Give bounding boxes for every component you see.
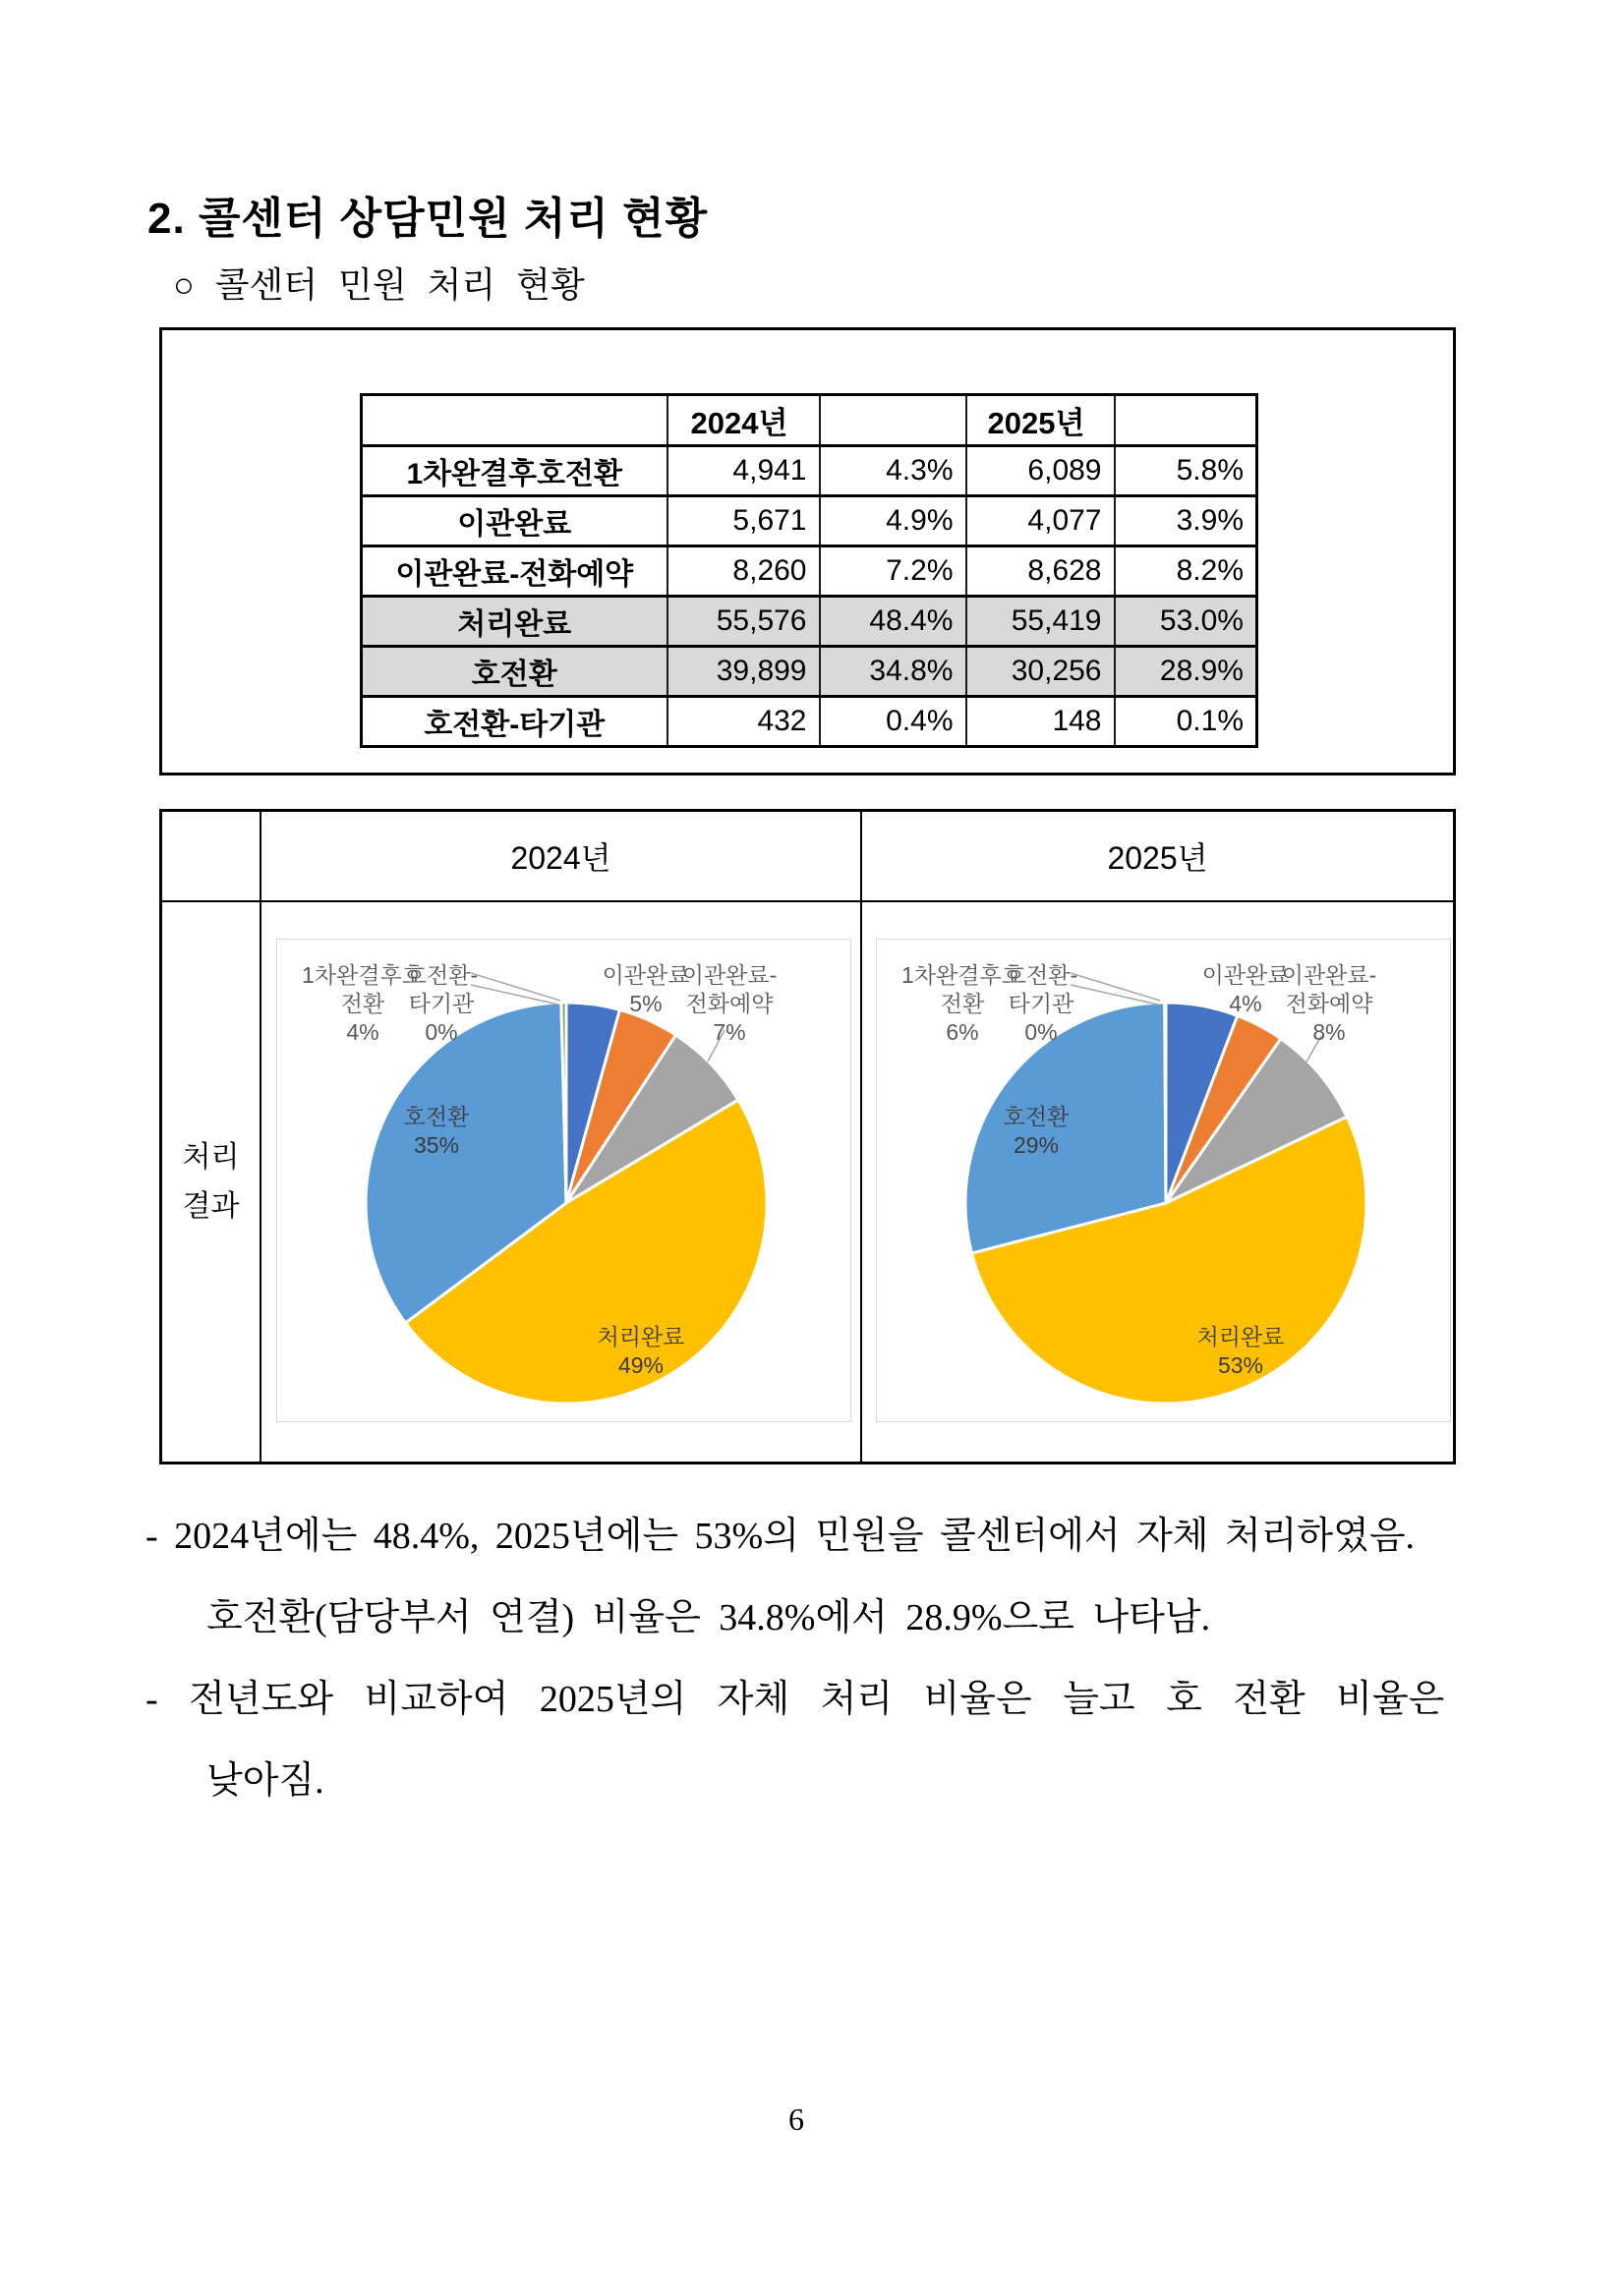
row-label: 이관완료-전화예약 (362, 546, 667, 597)
value-2025-pct: 5.8% (1115, 446, 1257, 496)
table-row (362, 647, 1257, 697)
value-2025-pct: 53.0% (1115, 597, 1257, 647)
callout-first-transfer: 1차완결후호 전환 4% (302, 962, 424, 1045)
label-call-transfer: 호전환 35% (403, 1104, 470, 1158)
value-2024-pct: 0.4% (820, 697, 966, 747)
row-label: 이관완료 (362, 496, 667, 546)
table-row (362, 546, 1257, 597)
callout-other-agency: 호전환- 타기관 0% (1004, 962, 1078, 1045)
grid-divider (260, 812, 261, 1462)
body-line: - 2024년에는 48.4%, 2025년에는 53%의 민원을 콜센터에서 자체 처리하였음. (145, 1516, 1416, 1557)
row-label: 1차완결후호전환 (362, 446, 667, 496)
row-label: 호전환 (362, 647, 667, 697)
section-subtitle: ○ 콜센터 민원 처리 현황 (173, 265, 585, 305)
pie-slice-호전환-타기관 (1165, 1003, 1166, 1203)
value-2025-count: 55,419 (966, 597, 1115, 647)
label-processed: 처리완료 53% (1196, 1324, 1285, 1378)
value-2025-pct: 0.1% (1115, 697, 1257, 747)
callout-transfer-done: 이관완료 4% (1201, 962, 1290, 1016)
body-line: 낮아짐. (206, 1760, 324, 1802)
pie-chart-2025 (876, 939, 1451, 1422)
chart-comparison-panel (159, 809, 1456, 1464)
header-blank-cell (1115, 395, 1257, 446)
pie-chart-2024 (276, 939, 851, 1422)
callout-transfer-done: 이관완료 5% (602, 962, 690, 1016)
table-row (362, 446, 1257, 496)
value-2024-pct: 4.3% (820, 446, 966, 496)
header-blank-cell (362, 395, 667, 446)
value-2024-count: 5,671 (667, 496, 820, 546)
table-row (362, 697, 1257, 747)
table-row (362, 597, 1257, 647)
grid-divider (860, 812, 862, 1462)
value-2025-count: 4,077 (966, 496, 1115, 546)
section-title: 2. 콜센터 상담민원 처리 현황 (147, 195, 709, 243)
header-2024-cell: 2024년 (667, 395, 820, 446)
value-2024-pct: 4.9% (820, 496, 966, 546)
value-2025-count: 6,089 (966, 446, 1115, 496)
header-2025-cell: 2025년 (966, 395, 1115, 446)
chart-col-header-2025: 2025년 (1107, 840, 1208, 876)
value-2025-count: 30,256 (966, 647, 1115, 697)
table-row (362, 496, 1257, 546)
value-2024-pct: 48.4% (820, 597, 966, 647)
value-2024-count: 8,260 (667, 546, 820, 597)
row-label-result: 처리 결과 (182, 1140, 240, 1223)
body-line: 호전환(담당부서 연결) 비율은 34.8%에서 28.9%으로 나타남. (206, 1597, 1211, 1638)
stats-table-panel (159, 327, 1456, 775)
stats-table (360, 393, 1258, 748)
value-2025-pct: 8.2% (1115, 546, 1257, 597)
value-2024-pct: 34.8% (820, 647, 966, 697)
value-2024-count: 55,576 (667, 597, 820, 647)
value-2025-count: 148 (966, 697, 1115, 747)
label-processed: 처리완료 49% (597, 1324, 685, 1378)
callout-other-agency: 호전환- 타기관 0% (404, 962, 479, 1045)
label-call-transfer: 호전환 29% (1003, 1104, 1070, 1158)
table-header-row (362, 395, 1257, 446)
header-blank-cell (820, 395, 966, 446)
chart-col-header-2024: 2024년 (510, 840, 611, 876)
value-2025-count: 8,628 (966, 546, 1115, 597)
page-number: 6 (788, 2101, 804, 2137)
body-line: - 전년도와 비교하여 2025년의 자체 처리 비율은 늘고 호 전환 비율은 (145, 1679, 1445, 1720)
callout-phone-reserve: 이관완료- 전화예약 8% (1281, 962, 1377, 1045)
value-2024-count: 39,899 (667, 647, 820, 697)
value-2024-count: 432 (667, 697, 820, 747)
value-2024-pct: 7.2% (820, 546, 966, 597)
callout-phone-reserve: 이관완료- 전화예약 7% (681, 962, 778, 1045)
row-label: 처리완료 (362, 597, 667, 647)
value-2024-count: 4,941 (667, 446, 820, 496)
value-2025-pct: 28.9% (1115, 647, 1257, 697)
callout-first-transfer: 1차완결후호 전환 6% (901, 962, 1023, 1045)
row-label: 호전환-타기관 (362, 697, 667, 747)
value-2025-pct: 3.9% (1115, 496, 1257, 546)
grid-divider (162, 900, 1453, 902)
